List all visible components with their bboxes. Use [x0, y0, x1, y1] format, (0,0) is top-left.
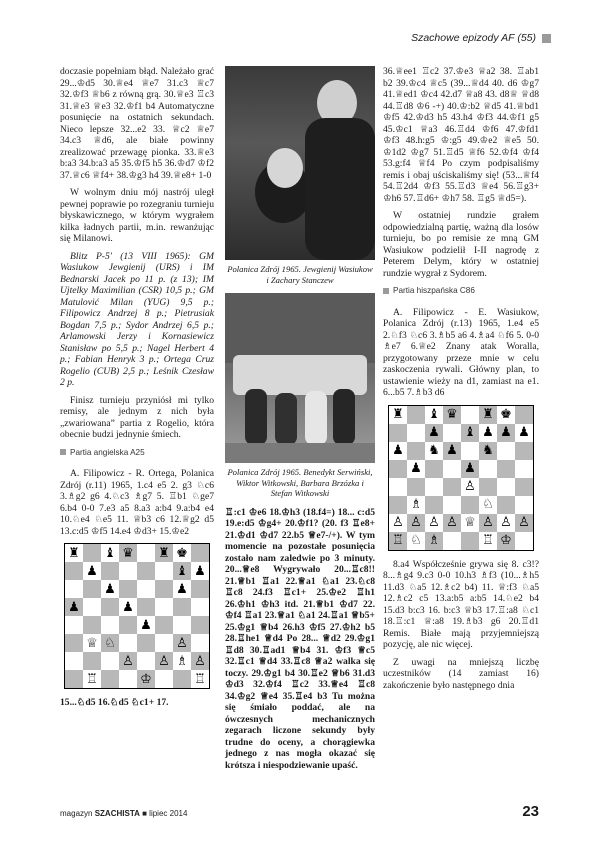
- board-square: [515, 442, 533, 460]
- board-square: ♞: [425, 442, 443, 460]
- board-square: [83, 580, 101, 598]
- game-moves: ♖:c1 ♔e6 18.♔h3 (18.f4=) 18... c:d5 19.e:d5 ♔g4+ 20.♔f1? (20. f3 ♖e8+ 21.♔d1 ♔d7 22.b5 ♕e7-/+). W tym momencie na pozostałe posunięcia zostało nam zaledwie po 3 minuty. 20...♕e8 Wygrywało 20...♖c8!! 21.♕b1 ♖a1 22.♕a1 ♘a1 23.♘c8 ♖c8 24.f3 ♖c1+ 25.♔e2 ♖h1 26.♔h1 ♔h3 itd. 21.♕b1 ♔d7 22. ♔f4 ♖a1 23.♕a1 ♘a1 24.♖a1 ♕b5+ 25.♔g1 ♕b4 26.h3 ♔f5 27.♔h2 b5 28.♖he1 ♕d4 Po 28... ♕d2 29.♔g1 ♖d8 30.♖ad1 ♕b4 31. ♔f3 ♕c5 32.♖c1 ♕d4 33.♖c8 ♕a2 walka się toczy. 29.♔g1 b4 30.♖e2 ♕b6 31.d3 ♔d3 32.♔f4 ♖c2 33.♕e4 ♖c8 34.♔g2 ♕e4 35.♖e4 b3 Tu można się śmiało poddać, ale na ówczesnych mechanicznych zegarach liczone sekundy były trudne do oceny, a chorągiewka jednego z nas mogła okazać się krótsza i niespodziewanie upaść.: [225, 506, 375, 771]
- header-title: Szachowe epizody AF (55): [411, 32, 536, 44]
- footer-issue: lipiec 2014: [149, 809, 188, 818]
- board-square: ♖: [191, 670, 209, 688]
- board-square: ♟: [425, 424, 443, 442]
- board-square: ♝: [173, 562, 191, 580]
- board-square: [515, 478, 533, 496]
- board-square: ♙: [173, 634, 191, 652]
- board-square: ♗: [173, 652, 191, 670]
- board-square: [407, 406, 425, 424]
- board-square: ♙: [461, 478, 479, 496]
- board-square: ♙: [119, 652, 137, 670]
- board-square: [389, 478, 407, 496]
- board-square: ♕: [461, 514, 479, 532]
- board-square: ♘: [479, 496, 497, 514]
- board-square: [137, 580, 155, 598]
- board-square: ♔: [137, 670, 155, 688]
- opening-tag: [383, 285, 539, 297]
- board-square: [497, 496, 515, 514]
- board-square: ♚: [497, 406, 515, 424]
- board-square: ♟: [407, 460, 425, 478]
- board-square: [443, 460, 461, 478]
- board-square: ♖: [479, 532, 497, 550]
- board-square: [65, 616, 83, 634]
- face-silhouette: [267, 148, 303, 188]
- board-square: [389, 496, 407, 514]
- board-square: ♞: [479, 442, 497, 460]
- board-square: [119, 670, 137, 688]
- board-square: ♔: [497, 532, 515, 550]
- game-moves: 36.♕ee1 ♖c2 37.♔e3 ♕a2 38. ♖ab1 b2 39.♔c4 ♕c5 (39...♕d4 40. d6 ♔g7 41.♕ed1 ♔c4 42.d7 ♕a8 43. d8♕ ♕d8 44.♖d8 ♔6 -+) 40.♔:b2 ♕d5 41.♕bd1 ♔f5 42.♔d3 h5 43.h4 ♔f3 44.♔f1 g5 45.♔c1 ♕a3 46.♖d4 ♔f6 47.♔fd1 ♔f3 48.h:g5 ♔:g5 49.♔e2 ♕e5 50. ♔1d2 ♔g7 51.♖d5 ♕f6 52.♔f4 ♔f4 53.g:f4 ♕f4 Po czym podpisaliśmy remis i obaj uściskaliśmy się! (53...♕f4 54.♖2d4 ♔f3 55.♖d3 ♕e4 56.♖g3+ ♔h6 57.♖d6+ ♔h7 58. ♖g5 ♕d5=).: [383, 66, 539, 204]
- board-square: [389, 460, 407, 478]
- board-square: [515, 496, 533, 514]
- board-square: [155, 580, 173, 598]
- photo-wasiukow-stanczew: [225, 66, 375, 260]
- board-square: [101, 616, 119, 634]
- board-square: ♗: [425, 532, 443, 550]
- paragraph: Finisz turnieju przyniósł mi tylko remisy, ale jednym z nich była „zwariowana” partia z Rogelio, która obecnie budzi jednynie śmiech.: [60, 394, 214, 440]
- board-square: [137, 562, 155, 580]
- tag-square-icon: [383, 288, 389, 294]
- board-square: [101, 652, 119, 670]
- board-square: [515, 406, 533, 424]
- board-square: [119, 634, 137, 652]
- board-square: [497, 478, 515, 496]
- board-square: [191, 580, 209, 598]
- board-square: [497, 442, 515, 460]
- opening-tag-label: Partia angielska A25: [70, 447, 145, 457]
- board-square: [443, 478, 461, 496]
- board-square: [497, 460, 515, 478]
- board-square: ♙: [155, 652, 173, 670]
- board-square: ♟: [101, 580, 119, 598]
- board-square: [191, 634, 209, 652]
- column-2: [225, 66, 375, 777]
- board-square: ♙: [425, 514, 443, 532]
- board-square: [461, 532, 479, 550]
- photo-caption: Polanica Zdrój 1965. Jewgienij Wasiukow i Zachary Stanczew: [227, 264, 373, 285]
- board-square: [425, 478, 443, 496]
- board-square: [461, 406, 479, 424]
- board-square: ♗: [407, 496, 425, 514]
- board-square: ♟: [83, 562, 101, 580]
- board-square: [155, 562, 173, 580]
- paragraph: W ostatniej rundzie grałem odpowiedzialną partię, ważną dla losów turnieju, bo po remisie ze mną GM Wasiukow podzielił I-II nagrodę z Peterem Delym, który w ostatniej rundzie wygrał z Sydorem.: [383, 210, 539, 279]
- board-square: [515, 532, 533, 550]
- board-square: [83, 544, 101, 562]
- page-footer: [60, 803, 539, 820]
- board-square: [119, 562, 137, 580]
- board-square: ♟: [515, 424, 533, 442]
- chess-diagram: [64, 543, 210, 689]
- board-square: ♖: [389, 532, 407, 550]
- board-square: [65, 670, 83, 688]
- board-square: [191, 616, 209, 634]
- board-square: [461, 442, 479, 460]
- board-square: [407, 478, 425, 496]
- paragraph: doczasie popełniam błąd. Należało grać 29...♔d5 30.♕e4 ♕e7 31.c3 ♕c7 32.♔f3 ♕b6 z równą grą. 30.♕e3 ♖c3 31.♕e3 ♕e3 32.♔f1 b4 Automatyczne posunięcie na ostatnich sekundach. Nieco lepsze 32...e2 33. ♕c2 ♕e7 34.c3 ♕d6, ale białe powinny zrealizować przewagę pionka. 33.♕e3 b:a3 34.b:a3 a5 35.♔f5 h5 36.♔d7 ♔f2 37.♕c6 ♕f4+ 38.♔g3 h4 39.♕e8+ 1-0: [60, 66, 214, 181]
- person-silhouette: [245, 389, 267, 445]
- person-silhouette: [275, 393, 297, 445]
- board-square: ♚: [173, 544, 191, 562]
- board-square: [173, 598, 191, 616]
- board-square: [173, 616, 191, 634]
- board-square: [389, 424, 407, 442]
- board-square: [137, 652, 155, 670]
- footer-magazine: magazyn: [60, 809, 93, 818]
- board-square: ♟: [119, 598, 137, 616]
- board-square: ♟: [443, 442, 461, 460]
- game-moves: 8.a4 Współcześnie grywa się 8. c3!? 8...♗g4 9.c3 0-0 10.h3 ♗f3 (10...♗h5 11.d3 ♘a5 12.♗c2 b4) 11. ♕:f3 ♘a5 12.♗c2 c5 13.a:b5 a:b5 14.♘e2 b4 15.d3 b:c3 16. b:c3 ♕b3 17.♖:a8 ♘c1 18.♖:c1 ♕:a8 19.♗b3 g6 20.♖d1 Remis. Białe mają przyjemniejszą pozycję, ale nic więcej.: [383, 558, 539, 650]
- board-square: ♘: [407, 532, 425, 550]
- game-moves: 15...♘d5 16.♘d5 ♘c1+ 17.: [60, 697, 169, 708]
- paragraph: W wolnym dniu mój nastrój uległ pewnej poprawie po rozegraniu turnieju błyskawicznego, w którym wygrałem kilka ładnych partii, m.in. rewanżując się Milanowi.: [60, 187, 214, 244]
- board-square: ♜: [65, 544, 83, 562]
- paragraph: Z uwagi na mniejszą liczbę uczestników (14 zamiast 16) zakończenie było następnego dnia: [383, 656, 539, 691]
- board-square: [119, 616, 137, 634]
- board-square: ♖: [83, 670, 101, 688]
- board-square: [155, 670, 173, 688]
- board-square: [83, 598, 101, 616]
- board-square: [407, 424, 425, 442]
- board-square: ♕: [83, 634, 101, 652]
- board-square: [83, 652, 101, 670]
- ground: [225, 443, 375, 463]
- board-square: [425, 496, 443, 514]
- board-square: ♛: [119, 544, 137, 562]
- board-square: [65, 652, 83, 670]
- board-square: ♝: [461, 424, 479, 442]
- board-square: ♟: [497, 424, 515, 442]
- footer-publication: magazyn SZACHISTA ■ lipiec 2014: [60, 809, 188, 818]
- board-square: ♜: [155, 544, 173, 562]
- board-square: [137, 544, 155, 562]
- board-square: ♘: [101, 634, 119, 652]
- board-square: [65, 634, 83, 652]
- board-square: ♜: [479, 406, 497, 424]
- board-square: ♝: [425, 406, 443, 424]
- board-square: ♜: [389, 406, 407, 424]
- chess-diagram: [388, 405, 534, 551]
- board-square: [83, 616, 101, 634]
- board-square: ♟: [137, 616, 155, 634]
- board-square: ♟: [479, 424, 497, 442]
- column-1: [60, 66, 214, 715]
- board-square: [101, 670, 119, 688]
- board-square: ♟: [389, 442, 407, 460]
- board-square: [65, 580, 83, 598]
- board-square: [65, 562, 83, 580]
- board-square: [191, 544, 209, 562]
- board-square: [155, 598, 173, 616]
- board-square: [101, 598, 119, 616]
- board-square: [137, 634, 155, 652]
- person-silhouette: [305, 391, 327, 445]
- board-square: [191, 598, 209, 616]
- board-square: [461, 496, 479, 514]
- paragraph-results: Blitz P-5' (13 VIII 1965): GM Wasiukow Jewgienij (URS) i IM Bednarski Jacek po 11 p. (z 13); IM Ujtelky Maximilian (CSR) 10,5 p.; GM Matulović Milan (YUG) 9,5 p.; Filipowicz Andrzej 8 p.; Pietrusiak Bogdan 7,5 p.; Sydor Andrzej 6,5 p.; Arlamowski Jerzy i Kornasiewicz Stanisław po 5,5 p.; Nagel Herbert 4 p.; Fabian Henryk 3 p.; Ortega Cruz Rogelio (CUB) 2,5 p.; Leśnik Czesław 2 p.: [60, 250, 214, 388]
- board-square: [407, 442, 425, 460]
- opening-tag-label: Partia hiszpańska C86: [393, 286, 475, 295]
- tag-square-icon: [60, 449, 66, 455]
- board-square: ♙: [479, 514, 497, 532]
- column-3: [383, 66, 539, 697]
- page-header: [411, 31, 551, 45]
- board-square: [443, 532, 461, 550]
- board-square: ♙: [497, 514, 515, 532]
- opening-tag: [60, 447, 214, 459]
- header-square-icon: [542, 34, 551, 43]
- page-number: 23: [522, 803, 539, 820]
- person-silhouette: [305, 118, 375, 260]
- trees-background: [225, 293, 375, 363]
- board-square: [425, 460, 443, 478]
- board-square: [479, 460, 497, 478]
- board-square: [119, 580, 137, 598]
- board-square: ♛: [443, 406, 461, 424]
- board-square: [443, 496, 461, 514]
- board-square: ♟: [191, 562, 209, 580]
- board-square: ♝: [101, 544, 119, 562]
- board-square: [173, 670, 191, 688]
- footer-brand: SZACHISTA: [94, 809, 140, 818]
- board-square: [155, 616, 173, 634]
- board-square: ♙: [515, 514, 533, 532]
- board-square: [479, 478, 497, 496]
- board-square: [515, 460, 533, 478]
- board-square: ♟: [65, 598, 83, 616]
- board-square: [137, 598, 155, 616]
- board-square: [443, 424, 461, 442]
- board-square: [101, 562, 119, 580]
- person-silhouette: [333, 389, 355, 445]
- board-square: ♙: [389, 514, 407, 532]
- board-square: ♟: [461, 460, 479, 478]
- photo-group: [225, 293, 375, 463]
- photo-caption: Polanica Zdrój 1965. Benedykt Serwiński, Wiktor Witkowski, Barbara Brzózka i Stefan Witkowski: [227, 467, 373, 498]
- board-square: ♙: [407, 514, 425, 532]
- game-moves: A. Filipowicz - E. Wasiukow, Polanica Zdrój (r.13) 1965, 1.e4 e5 2.♘f3 ♘c6 3.♗b5 a6 4.♗a4 ♘f6 5. 0-0 ♗e7 6.♕e2 Znany atak Woralla, przygotowany przeze mnie w celu zaskoczenia rywali. Główny plan, to ustawienie wieży na d1, zamiast na e1. 6...b5 7.♗b3 d6: [383, 306, 539, 398]
- board-square: ♟: [173, 580, 191, 598]
- board-square: ♙: [191, 652, 209, 670]
- game-moves: A. Filipowicz - R. Ortega, Polanica Zdrój (r.11) 1965, 1.c4 e5 2. g3 ♘c6 3.♗g2 g6 4.♘c3 ♗g7 5. ♖b1 ♘ge7 6.b4 0-0 7.e3 a5 8.a3 a:b4 9.a:b4 e4 10.♘e4 ♘e5 11. ♕b3 c6 12.♕g2 d5 13.c:d5 ♔f5 14.e4 ♔d3+ 15.♔e2: [60, 468, 214, 537]
- board-square: [155, 634, 173, 652]
- board-square: ♙: [443, 514, 461, 532]
